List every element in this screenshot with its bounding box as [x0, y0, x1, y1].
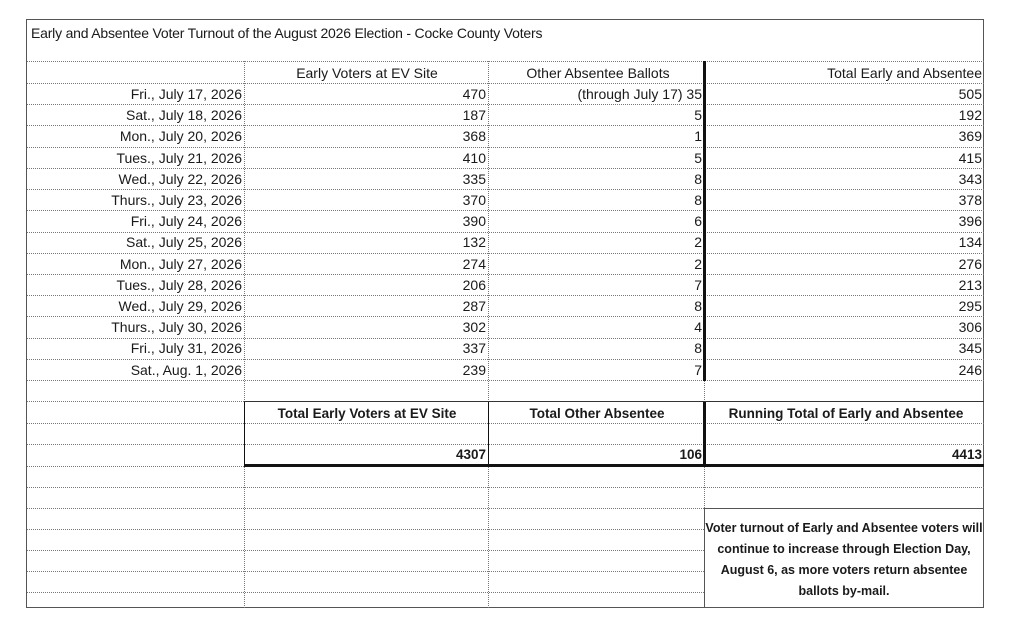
row-date: Fri., July 31, 2026: [130, 340, 242, 356]
row-total: 343: [958, 171, 982, 187]
row-total: 505: [958, 86, 982, 102]
grid-col-line: [488, 61, 489, 608]
row-ev-count: 239: [462, 362, 486, 378]
running-total-value: 4413: [951, 447, 982, 462]
row-date: Wed., July 22, 2026: [118, 171, 242, 187]
row-ev-count: 287: [462, 298, 486, 314]
row-ev-count: 410: [462, 150, 486, 166]
grid-row-line: [27, 210, 984, 211]
row-date: Sat., July 25, 2026: [126, 234, 242, 250]
row-total: 415: [958, 150, 982, 166]
grid-row-line: [27, 125, 984, 126]
totals-box-bottom: [244, 464, 984, 467]
grid-row-line: [27, 571, 704, 572]
row-total: 306: [958, 319, 982, 335]
row-other-count: 2: [694, 256, 702, 272]
grid-row-line: [27, 508, 704, 509]
row-other-count: 5: [694, 150, 702, 166]
row-ev-count: 470: [462, 86, 486, 102]
row-ev-count: 337: [462, 340, 486, 356]
grid-row-line: [27, 147, 984, 148]
row-total: 396: [958, 213, 982, 229]
row-date: Wed., July 29, 2026: [118, 298, 242, 314]
grid-row-line: [27, 529, 704, 530]
note-box: [704, 508, 984, 608]
grid-row-line: [27, 444, 984, 445]
grid-row-line: [27, 592, 704, 593]
row-other-count: 4: [694, 319, 702, 335]
totals-box-divider: [488, 401, 489, 466]
row-other-count: 8: [694, 171, 702, 187]
row-date: Mon., July 27, 2026: [119, 256, 242, 272]
row-total: 295: [958, 298, 982, 314]
row-total: 345: [958, 340, 982, 356]
row-other-count: 8: [694, 192, 702, 208]
grid-row-line: [27, 274, 984, 275]
row-date: Sat., Aug. 1, 2026: [130, 362, 242, 378]
header-ev-site: Early Voters at EV Site: [296, 65, 438, 81]
total-other-label: Total Other Absentee: [529, 406, 665, 421]
grid-row-line: [27, 168, 984, 169]
row-total: 276: [958, 256, 982, 272]
column-thick-border: [703, 61, 706, 381]
total-other-value: 106: [679, 447, 702, 462]
total-ev-label: Total Early Voters at EV Site: [277, 406, 457, 421]
row-date: Sat., July 18, 2026: [126, 107, 242, 123]
row-other-count: 7: [694, 362, 702, 378]
grid-row-line: [27, 104, 984, 105]
grid-row-line: [27, 295, 984, 296]
grid-row-line: [27, 83, 984, 84]
row-total: 134: [958, 234, 982, 250]
grid-row-line: [27, 487, 984, 488]
row-other-count: [490, 84, 702, 104]
sheet-title: Early and Absentee Voter Turnout of the August 2026 Election - Cocke County Voters: [31, 25, 543, 41]
grid-row-line: [27, 380, 984, 381]
total-ev-value: 4307: [455, 447, 486, 462]
first-row-other-value: 35: [686, 86, 702, 102]
grid-row-line: [27, 61, 984, 62]
row-other-count: 8: [694, 340, 702, 356]
row-total: 369: [958, 128, 982, 144]
row-ev-count: 370: [462, 192, 486, 208]
grid-row-line: [27, 316, 984, 317]
row-total: 192: [958, 107, 982, 123]
totals-box-divider-thick: [703, 401, 706, 466]
row-date: Mon., July 20, 2026: [119, 128, 242, 144]
note-text: Voter turnout of Early and Absentee voters will continue to increase through Election Day, August 6, as more voters return absentee ballots by-mail.: [705, 521, 983, 598]
totals-box-left: [244, 401, 245, 466]
row-ev-count: 274: [462, 256, 486, 272]
totals-box-top: [244, 401, 984, 402]
row-ev-count: 368: [462, 128, 486, 144]
header-total: Total Early and Absentee: [827, 65, 982, 81]
grid-row-line: [27, 232, 984, 233]
grid-row-line: [27, 550, 704, 551]
row-other-count: 5: [694, 107, 702, 123]
row-date: Thurs., July 23, 2026: [111, 192, 242, 208]
row-ev-count: 206: [462, 277, 486, 293]
row-ev-count: 335: [462, 171, 486, 187]
grid-row-line: [27, 423, 984, 424]
row-date: Tues., July 28, 2026: [116, 277, 242, 293]
first-row-note: (through July 17): [577, 86, 683, 102]
row-date: Tues., July 21, 2026: [116, 150, 242, 166]
row-date: Fri., July 17, 2026: [130, 86, 242, 102]
row-other-count: 7: [694, 277, 702, 293]
grid-row-line: [27, 338, 984, 339]
row-ev-count: 132: [462, 234, 486, 250]
row-ev-count: 187: [462, 107, 486, 123]
row-total: 246: [958, 362, 982, 378]
grid-row-line: [27, 253, 984, 254]
row-total: 378: [958, 192, 982, 208]
running-total-label: Running Total of Early and Absentee: [728, 406, 964, 421]
row-other-count: 2: [694, 234, 702, 250]
row-other-count: 8: [694, 298, 702, 314]
row-date: Fri., July 24, 2026: [130, 213, 242, 229]
row-other-count: 1: [694, 128, 702, 144]
grid-row-line: [27, 189, 984, 190]
row-date: Thurs., July 30, 2026: [111, 319, 242, 335]
row-other-count: 6: [694, 213, 702, 229]
row-ev-count: 302: [462, 319, 486, 335]
header-other-absentee: Other Absentee Ballots: [526, 65, 670, 81]
row-total: 213: [958, 277, 982, 293]
grid-row-line: [27, 359, 984, 360]
grid-col-line: [244, 61, 245, 608]
row-ev-count: 390: [462, 213, 486, 229]
